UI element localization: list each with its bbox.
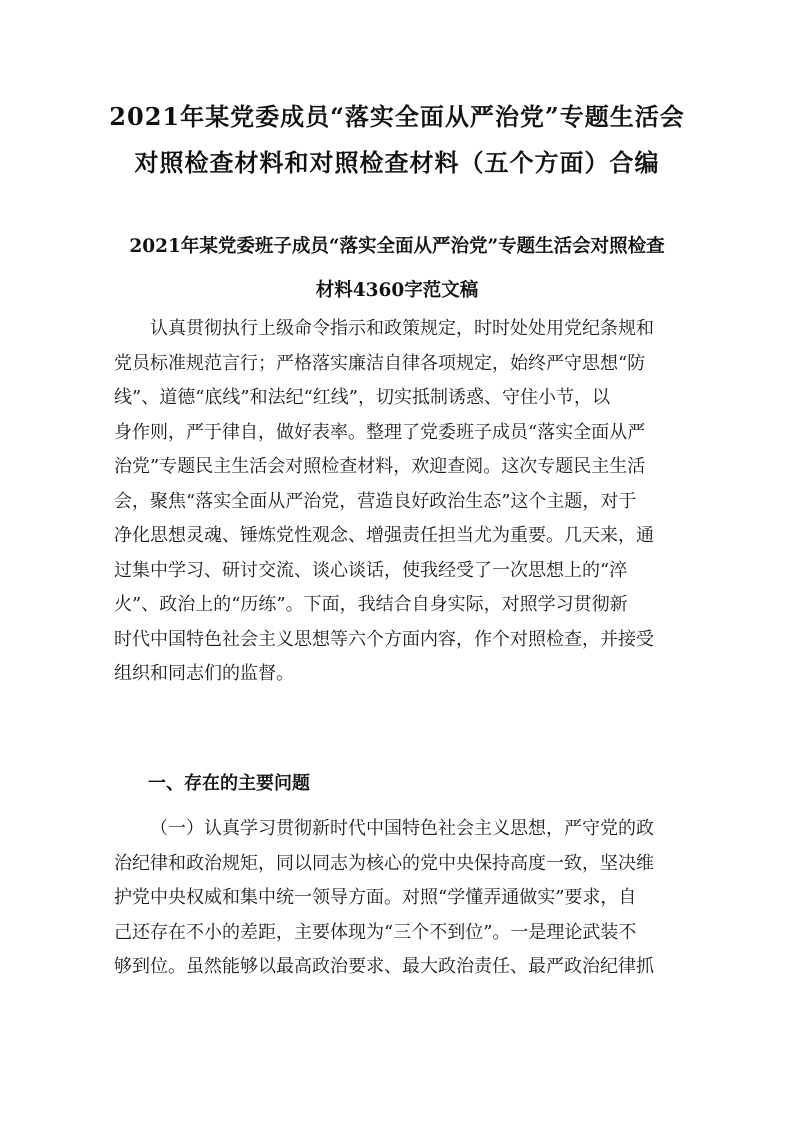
section-heading: 一、存在的主要问题 <box>148 773 310 794</box>
subtitle-line-1: 2021年某党委班子成员“落实全面从严治党”专题生活会对照检查 <box>129 236 665 257</box>
section-paragraph <box>114 812 680 985</box>
document-title <box>100 94 694 186</box>
intro-paragraph <box>114 312 680 692</box>
paragraph-line: 过集中学习、研讨交流、谈心谈话，使我经受了一次思想上的“淬 <box>114 559 628 581</box>
subtitle-line-2: 材料4360字范文稿 <box>315 280 479 301</box>
paragraph-line: 己还存在不小的差距，主要体现为“三个不到位”。一是理论武装不 <box>114 921 637 943</box>
paragraph-line: 治纪律和政治规矩，同以同志为核心的党中央保持高度一致，坚决维 <box>114 852 654 874</box>
paragraph-line: 火”、政治上的“历练”。下面，我结合自身实际，对照学习贯彻新 <box>114 594 628 615</box>
title-line-1: 2021年某党委成员“落实全面从严治党”专题生活会 <box>109 102 685 131</box>
article-title <box>112 225 682 313</box>
paragraph-line: 时代中国特色社会主义思想等六个方面内容，作个对照检查，并接受 <box>114 628 654 650</box>
paragraph-line: 组织和同志们的监督。 <box>114 663 294 684</box>
paragraph-line: 够到位。虽然能够以最高政治要求、最大政治责任、最严政治纪律抓 <box>114 956 654 977</box>
paragraph-line: 党员标准规范言行；严格落实廉洁自律各项规定，始终严守思想“防 <box>114 352 646 374</box>
paragraph-line: 认真贯彻执行上级命令指示和政策规定，时时处处用党纪条规和 <box>150 318 654 339</box>
paragraph-line: 线”、道德“底线”和法纪“红线”，切实抵制诱惑、守住小节，以 <box>114 387 611 408</box>
title-line-2: 对照检查材料和对照检查材料（五个方面）合编 <box>134 148 660 177</box>
paragraph-line: 净化思想灵魂、锤炼党性观念、增强责任担当尤为重要。几天来，通 <box>114 525 654 546</box>
paragraph-line: （一）认真学习贯彻新时代中国特色社会主义思想，严守党的政 <box>150 818 654 839</box>
paragraph-line: 会，聚焦“落实全面从严治党，营造良好政治生态”这个主题，对于 <box>114 490 637 512</box>
paragraph-line: 治党”专题民主生活会对照检查材料，欢迎查阅。这次专题民主生活 <box>114 456 646 477</box>
paragraph-line: 身作则，严于律自，做好表率。整理了党委班子成员“落实全面从严 <box>114 421 646 443</box>
paragraph-line: 护党中央权威和集中统一领导方面。对照“学懂弄通做实”要求，自 <box>114 887 637 908</box>
